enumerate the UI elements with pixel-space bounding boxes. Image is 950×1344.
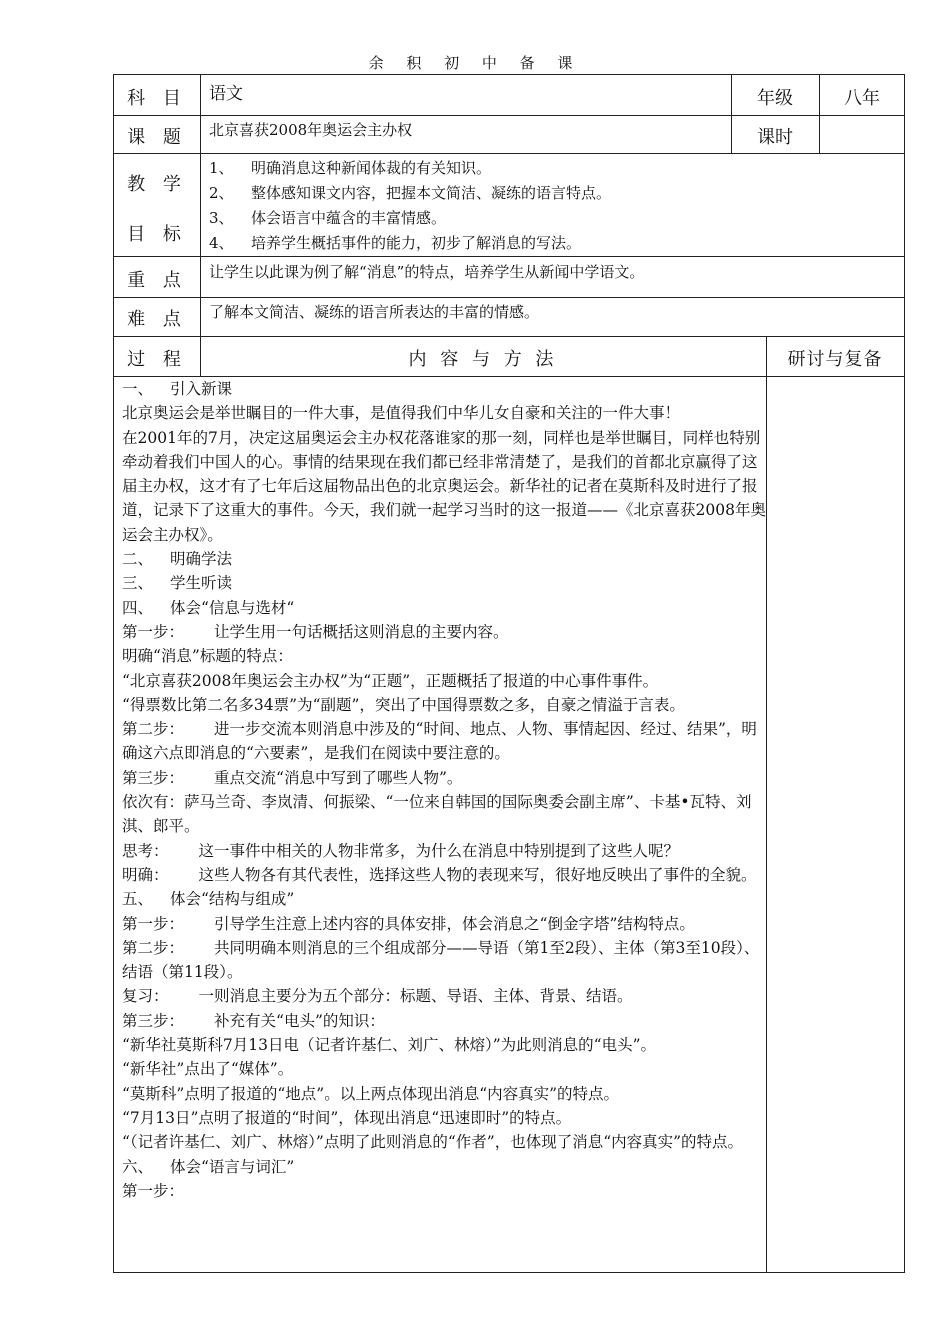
row-divider — [114, 115, 904, 116]
content-line — [122, 887, 770, 911]
content-line — [122, 596, 770, 620]
line-prefix: 六、 — [122, 1157, 154, 1176]
line-text: 重点交流“消息中写到了哪些人物”。 — [214, 768, 463, 787]
content-line — [122, 766, 770, 790]
line-prefix: 第三步： — [122, 768, 185, 787]
line-prefix: 第一步： — [122, 622, 185, 641]
notes-header: 研讨与复备 — [787, 349, 883, 370]
line-text: 学生听读 — [170, 574, 233, 593]
objective-item — [209, 232, 581, 253]
content-line — [122, 984, 770, 1008]
difficulty-label: 难 点 — [127, 309, 187, 330]
subject-label: 科 目 — [127, 88, 187, 109]
line-prefix: 明确： — [122, 865, 169, 884]
content-line — [122, 717, 770, 766]
content-line — [122, 620, 770, 644]
line-text: 这一事件中相关的人物非常多，为什么在消息中特别提到了这些人呢？ — [198, 841, 680, 860]
content-line — [122, 912, 770, 936]
line-text: “（记者许基仁、刘广、林熔）”点明了此则消息的“作者”，也体现了消息“内容真实”的特点。 — [122, 1133, 744, 1152]
objective-num: 3、 — [209, 209, 234, 227]
grade-value: 八年 — [844, 88, 880, 109]
line-text: 体会“语言与词汇” — [170, 1157, 295, 1176]
line-text: 引导学生注意上述内容的具体安排，体会消息之“倒金字塔”结构特点。 — [214, 914, 695, 933]
line-text: 依次有：萨马兰奇、李岚清、何振梁、“一位来自韩国的国际奥委会副主席”、卡基•瓦特、刘淇、郎平。 — [122, 793, 752, 836]
objective-text: 培养学生概括事件的能力，初步了解消息的写法。 — [251, 234, 582, 252]
objective-text: 整体感知课文内容，把握本文简洁、凝练的语言特点。 — [251, 184, 612, 202]
line-prefix: 四、 — [122, 598, 154, 617]
line-prefix: 五、 — [122, 890, 154, 909]
content-line — [122, 936, 770, 985]
line-prefix: 第二步： — [122, 938, 185, 957]
line-prefix: 复习： — [122, 987, 169, 1006]
row-divider — [114, 336, 904, 337]
line-text: 共同明确本则消息的三个组成部分——导语（第1至2段）、主体（第3至10段）、结语（第11段）。 — [122, 938, 760, 982]
row-divider — [114, 153, 904, 154]
page-header: 余 积 初 中 备 课 — [368, 54, 582, 72]
line-text: 明确“消息”标题的特点： — [122, 647, 293, 666]
line-prefix: 一、 — [122, 380, 154, 398]
content-line — [122, 1106, 770, 1130]
content-header: 内 容 与 方 法 — [408, 349, 558, 370]
objective-num: 1、 — [209, 159, 234, 177]
objective-item — [209, 207, 446, 228]
content-line — [122, 401, 770, 425]
topic-value: 北京喜获2008年奥运会主办权 — [209, 121, 413, 139]
difficulty-text: 了解本文简洁、凝练的语言所表达的丰富的情感。 — [209, 303, 540, 321]
objective-item — [209, 157, 491, 178]
line-text: “莫斯科”点明了报道的“地点”。以上两点体现出消息“内容真实”的特点。 — [122, 1084, 620, 1103]
line-prefix: 三、 — [122, 574, 154, 593]
subject-value: 语文 — [209, 84, 243, 104]
content-line — [122, 1155, 770, 1179]
line-text: 体会“结构与组成” — [170, 890, 295, 909]
line-text: 让学生用一句话概括这则消息的主要内容。 — [214, 622, 509, 641]
line-text: 体会“信息与选材“ — [170, 598, 295, 617]
lesson-content — [122, 377, 770, 1203]
key-point-label: 重 点 — [127, 270, 187, 291]
content-line — [122, 839, 770, 863]
line-text: 一则消息主要分为五个部分：标题、导语、主体、背景、结语。 — [198, 987, 633, 1006]
objectives-label-bottom: 目 标 — [127, 224, 187, 245]
row-divider — [114, 256, 904, 257]
content-line — [122, 571, 770, 595]
objective-item — [209, 182, 611, 203]
period-label: 课时 — [757, 127, 793, 148]
line-text: 引入新课 — [170, 380, 233, 398]
line-text: 这些人物各有其代表性，选择这些人物的表现来写，很好地反映出了事件的全貌。 — [198, 865, 757, 884]
objective-text: 明确消息这种新闻体裁的有关知识。 — [251, 159, 492, 177]
objective-text: 体会语言中蕴含的丰富情感。 — [251, 209, 447, 227]
line-text: 在2001年的7月，决定这届奥运会主办权花落谁家的那一刻，同样也是举世瞩目，同样也特别牵动着我们中国人的心。事情的结果现在我们都已经非常清楚了，是我们的首都北京赢得了这届主办权，这才有了七年后这届物品出色的北京奥运会。新华社的记者在莫斯科及时进行了报道，记录下了这重大的事件。今天，我们就一起学习当时的这一报道——《北京喜获2008年奥运会主办权》。 — [122, 428, 766, 544]
content-line — [122, 644, 770, 668]
grade-label: 年级 — [757, 88, 793, 109]
line-text: 北京奥运会是举世瞩目的一件大事，是值得我们中华儿女自豪和关注的一件大事！ — [122, 404, 681, 423]
content-line — [122, 790, 770, 839]
content-line — [122, 1130, 770, 1154]
objectives-label-top: 教 学 — [127, 174, 187, 195]
process-header: 过 程 — [127, 349, 187, 370]
content-line — [122, 1179, 770, 1203]
line-text: “得票数比第二名多34票”为“副题”，突出了中国得票数之多，自豪之情溢于言表。 — [122, 695, 685, 714]
content-line — [122, 863, 770, 887]
content-line — [122, 1033, 770, 1057]
lesson-plan-table — [113, 74, 905, 1273]
topic-label: 课 题 — [127, 127, 187, 148]
content-line — [122, 669, 770, 693]
line-text: 补充有关“电头”的知识： — [214, 1011, 385, 1030]
line-text: “新华社莫斯科7月13日电（记者许基仁、刘广、林熔）”为此则消息的“电头”。 — [122, 1036, 657, 1055]
line-prefix: 第一步： — [122, 1181, 185, 1200]
line-text: “新华社”点出了“媒体”。 — [122, 1060, 294, 1079]
line-prefix: 思考： — [122, 841, 169, 860]
line-text: “北京喜获2008年奥运会主办权”为“正题”，正题概括了报道的中心事件事件。 — [122, 671, 659, 690]
line-prefix: 二、 — [122, 550, 154, 569]
content-line — [122, 1082, 770, 1106]
line-text: 进一步交流本则消息中涉及的“时间、地点、人物、事情起因、经过、结果”，明确这六点即消息的“六要素”，是我们在阅读中要注意的。 — [122, 720, 757, 763]
key-point-text: 让学生以此课为例了解“消息”的特点，培养学生从新闻中学语文。 — [209, 263, 645, 281]
content-line — [122, 1057, 770, 1081]
line-prefix: 第二步： — [122, 720, 185, 739]
content-line — [122, 1009, 770, 1033]
content-line — [122, 547, 770, 571]
line-prefix: 第一步： — [122, 914, 185, 933]
row-divider — [114, 297, 904, 298]
objective-num: 2、 — [209, 184, 234, 202]
objective-num: 4、 — [209, 234, 234, 252]
line-prefix: 第三步： — [122, 1011, 185, 1030]
content-line — [122, 693, 770, 717]
col-divider — [200, 75, 201, 376]
content-line — [122, 377, 770, 401]
content-line — [122, 426, 770, 547]
line-text: 明确学法 — [170, 550, 233, 569]
line-text: “7月13日”点明了报道的“时间”，体现出消息“迅速即时”的特点。 — [122, 1108, 572, 1127]
